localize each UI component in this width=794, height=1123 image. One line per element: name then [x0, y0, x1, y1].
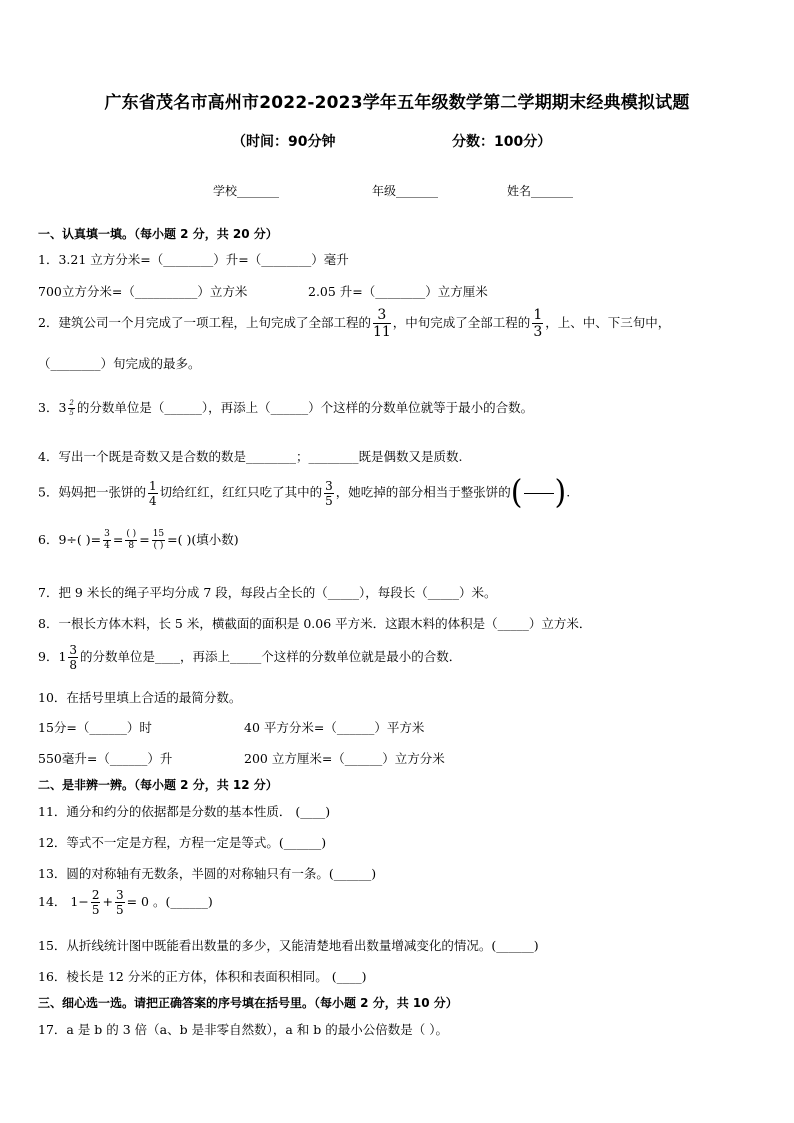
section-1-heading: 一、认真填一填。（每小题 2 分，共 20 分）	[38, 227, 278, 241]
exam-time: （时间：90分钟	[232, 134, 336, 150]
question-2	[38, 308, 670, 339]
question-12: 12．等式不一定是方程，方程一定是等式。(______)	[38, 835, 327, 850]
fraction: $\frac{2}{5}$	[69, 399, 74, 417]
fraction: $\frac{2}{5}$	[91, 888, 100, 917]
fraction: $\frac{( )}{8}$	[126, 529, 137, 551]
question-2-text: 2．建筑公司一个月完成了一项工程，上旬完成了全部工程的	[38, 315, 371, 330]
answer-paren-open: (	[510, 473, 523, 512]
question-7: 7．把 9 米长的绳子平均分成 7 段，每段占全长的（_____），每段长（_____）米。	[38, 585, 497, 600]
question-8: 8．一根长方体木料，长 5 米，横截面的面积是 0.06 平方米．这跟木料的体积是（_____）立方米．	[38, 616, 592, 631]
grade-field: 年级_______	[372, 184, 439, 198]
question-10: 10．在括号里填上合适的最简分数。	[38, 690, 242, 705]
section-3-heading: 三、细心选一选。请把正确答案的序号填在括号里。（每小题 2 分，共 10 分）	[38, 996, 458, 1010]
fraction: $\frac{3}{4}$	[104, 529, 110, 551]
section-2-heading: 二、是非辨一辨。（每小题 2 分，共 12 分）	[38, 778, 278, 792]
fraction: $\frac{3}{5}$	[325, 478, 333, 508]
question-6: 6．9÷( )= $\frac{3}{4}$ = $\frac{( )}{8}$ = $\frac{15}{( )}$ =( )(填小数)	[38, 529, 239, 551]
fraction: $\frac{3}{8}$	[69, 643, 78, 672]
fraction: $\frac{1}{3}$	[533, 307, 543, 340]
answer-paren-close: )	[554, 473, 567, 512]
question-11: 11．通分和约分的依据都是分数的基本性质． (____)	[38, 804, 331, 819]
fraction: $\frac{3}{5}$	[115, 888, 124, 917]
name-field: 姓名_______	[507, 184, 574, 198]
fraction: $\frac{3}{11}$	[372, 307, 391, 340]
question-10b: 40 平方分米=（______）平方米	[244, 720, 425, 735]
question-3: 3．3 $\frac{2}{5}$ 的分数单位是（______），再添上（______）个这样的分数单位就等于最小的合数。	[38, 399, 534, 417]
question-13: 13．圆的对称轴有无数条，半圆的对称轴只有一条。(______)	[38, 866, 377, 881]
question-9: 9．1 $\frac{3}{8}$ 的分数单位是____，再添上_____个这样的分数单位就是最小的合数．	[38, 643, 462, 672]
answer-blank	[524, 493, 554, 494]
question-2-text: ，上、中、下三旬中，	[545, 315, 671, 330]
question-10a: 15分=（______）时	[38, 720, 152, 735]
page-title: 广东省茂名市高州市2022-2023学年五年级数学第二学期期末经典模拟试题	[104, 93, 690, 113]
question-17: 17．a 是 b 的 3 倍（a、b 是非零自然数），a 和 b 的最小公倍数是（ ）。	[38, 1022, 448, 1037]
school-field: 学校_______	[213, 184, 280, 198]
question-16: 16．棱长是 12 分米的正方体，体积和表面积相同。 (____)	[38, 969, 367, 984]
question-15: 15．从折线统计图中既能看出数量的多少，又能清楚地看出数量增减变化的情况。(______)	[38, 938, 539, 953]
question-1c: 2.05 升=（________）立方厘米	[308, 284, 488, 299]
question-5: 5．妈妈把一张饼的 $\frac{1}{4}$ 切给红红，红红只吃了其中的 $\frac{3}{5}$ ，她吃掉的部分相当于整张饼的( ).	[38, 473, 571, 512]
exam-score: 分数：100分）	[452, 134, 552, 150]
question-10c: 550毫升=（______）升	[38, 751, 173, 766]
fraction: $\frac{15}{( )}$	[152, 529, 165, 551]
question-14: 14． 1− $\frac{2}{5}$ + $\frac{3}{5}$ = 0 。(______)	[38, 888, 213, 917]
question-2-text: ，中旬完成了全部工程的	[392, 315, 531, 330]
question-1a: 1．3.21 立方分米=（________）升=（________）毫升	[38, 252, 349, 267]
question-4: 4．写出一个既是奇数又是合数的数是________；________既是偶数又是质数.	[38, 449, 463, 464]
question-2-line2: （________）旬完成的最多。	[38, 356, 201, 371]
question-1b: 700立方分米=（__________）立方米	[38, 284, 248, 299]
question-10d: 200 立方厘米=（______）立方分米	[244, 751, 445, 766]
fraction: $\frac{1}{4}$	[148, 478, 157, 508]
